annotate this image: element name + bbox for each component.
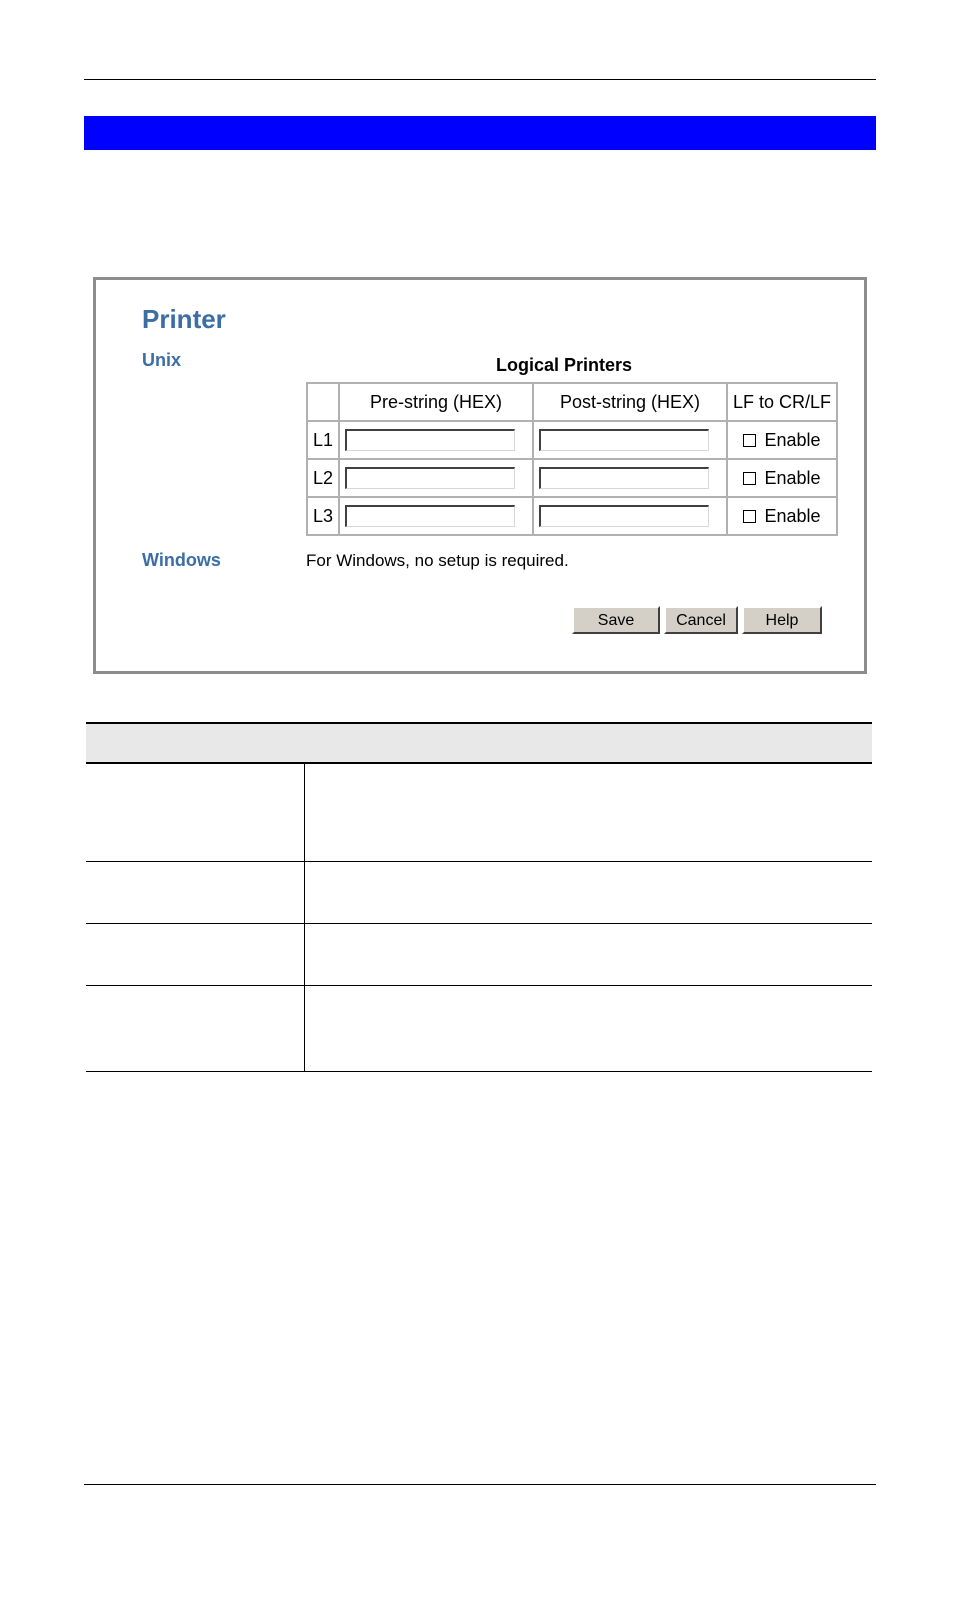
logical-printers-table: [306, 382, 838, 536]
unix-label: Unix: [142, 350, 182, 370]
header-blank-cell: [307, 383, 339, 421]
pre-string-input-l2[interactable]: [345, 467, 515, 489]
table-header-row: [307, 383, 837, 421]
save-button[interactable]: Save: [572, 606, 660, 634]
post-string-input-l1[interactable]: [539, 429, 709, 451]
enable-label-l1: Enable: [764, 429, 821, 450]
row-label-l1: L1: [307, 421, 339, 459]
description-row: [86, 924, 872, 986]
page-title: Printer: [142, 304, 226, 334]
description-term-cell: [86, 862, 305, 923]
table-row-l3: [307, 497, 837, 535]
bottom-rule: [84, 1484, 876, 1485]
help-button[interactable]: Help: [742, 606, 822, 634]
enable-label-l2: Enable: [764, 467, 821, 488]
description-text-cell: [305, 986, 872, 1071]
printer-settings-panel: [93, 277, 867, 674]
description-text-cell: [305, 924, 872, 985]
header-post-string: Post-string (HEX): [533, 383, 727, 421]
enable-checkbox-l1[interactable]: [743, 434, 756, 447]
description-table-header: [86, 722, 872, 764]
row-label-l2: L2: [307, 459, 339, 497]
description-term-cell: [86, 924, 305, 985]
cancel-button[interactable]: Cancel: [664, 606, 738, 634]
row-label-l3: L3: [307, 497, 339, 535]
description-table: [86, 722, 872, 1072]
table-row-l2: [307, 459, 837, 497]
description-row: [86, 764, 872, 862]
header-lf-to-crlf: LF to CR/LF: [727, 383, 837, 421]
post-string-input-l3[interactable]: [539, 505, 709, 527]
description-term-cell: [86, 764, 305, 861]
table-row-l1: [307, 421, 837, 459]
button-bar: [572, 606, 822, 634]
enable-checkbox-l2[interactable]: [743, 472, 756, 485]
description-row: [86, 862, 872, 924]
pre-string-input-l3[interactable]: [345, 505, 515, 527]
post-string-input-l2[interactable]: [539, 467, 709, 489]
pre-string-input-l1[interactable]: [345, 429, 515, 451]
enable-checkbox-l3[interactable]: [743, 510, 756, 523]
top-rule: [84, 79, 876, 80]
description-text-cell: [305, 862, 872, 923]
header-pre-string: Pre-string (HEX): [339, 383, 533, 421]
description-text-cell: [305, 764, 872, 861]
windows-label: Windows: [142, 550, 221, 570]
section-header-bar: [84, 116, 876, 150]
windows-info-text: For Windows, no setup is required.: [306, 551, 569, 570]
description-term-cell: [86, 986, 305, 1071]
description-row: [86, 986, 872, 1072]
logical-printers-title: Logical Printers: [495, 355, 633, 375]
enable-label-l3: Enable: [764, 505, 821, 526]
